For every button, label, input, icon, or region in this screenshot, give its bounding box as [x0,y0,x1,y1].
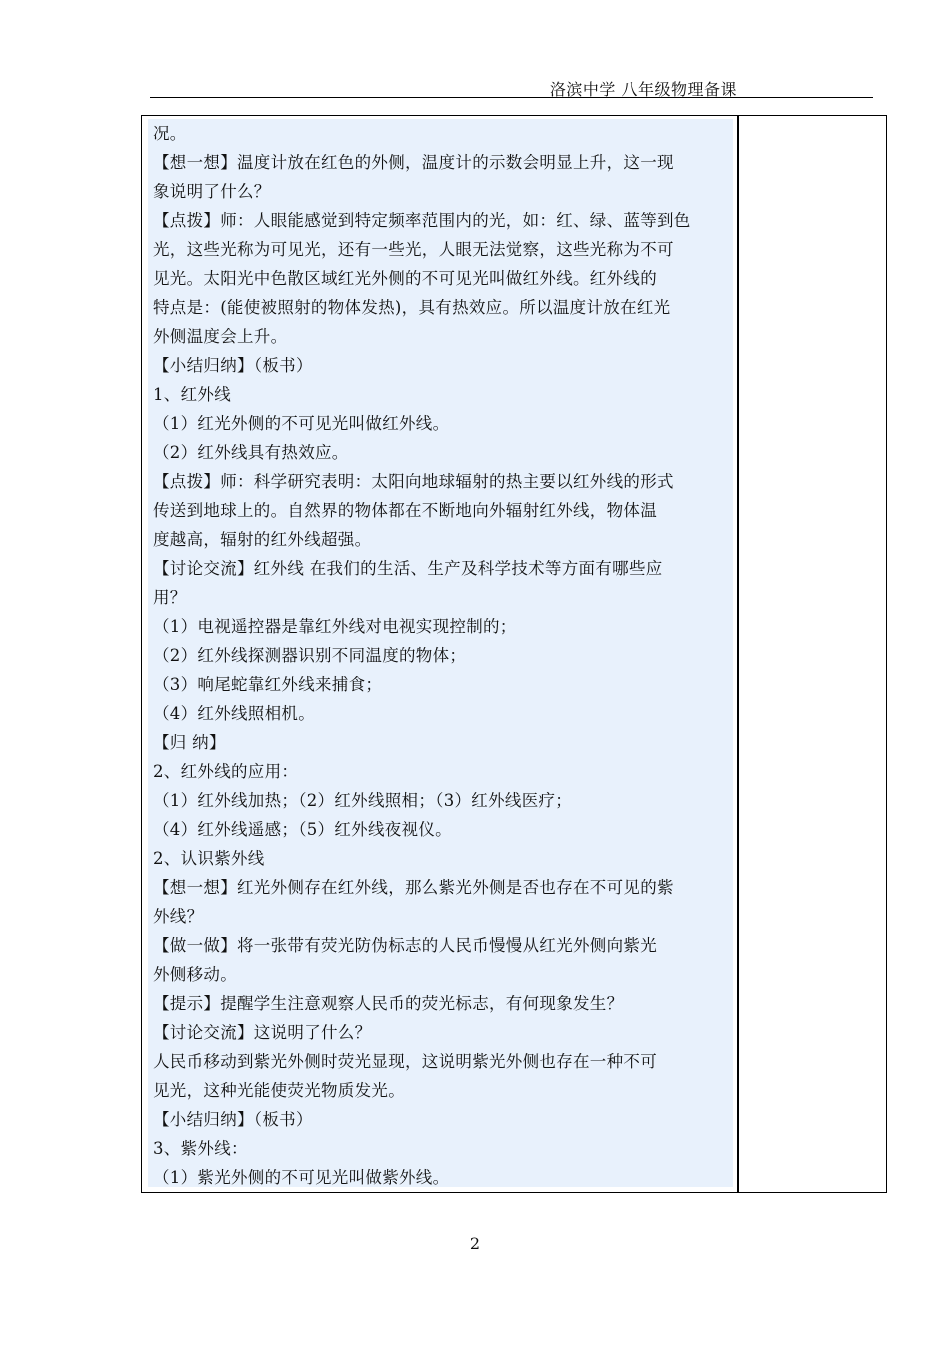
content-line: 度越高，辐射的红外线超强。 [153,530,372,549]
content-line: 人民币移动到紫光外侧时荧光显现，这说明紫光外侧也存在一种不可 [153,1052,657,1071]
content-line: 【想一想】温度计放在红色的外侧，温度计的示数会明显上升，这一现 [153,153,674,172]
content-line: 见光。太阳光中色散区域红光外侧的不可见光叫做红外线。红外线的 [153,269,657,288]
content-line: 外侧移动。 [153,965,237,984]
content-line: （2）红外线具有热效应。 [153,443,349,462]
content-line: 【点拨】师：科学研究表明：太阳向地球辐射的热主要以红外线的形式 [153,472,674,491]
content-line: 3、紫外线： [153,1139,248,1158]
content-line: 况。 [153,124,187,143]
content-line: 1、红外线 [153,385,231,404]
content-line: 见光，这种光能使荧光物质发光。 [153,1081,405,1100]
lesson-content [148,119,733,1187]
content-line: 2、认识紫外线 [153,849,265,868]
content-line: 【点拨】师：人眼能感觉到特定频率范围内的光，如：红、绿、蓝等到色 [153,211,691,230]
lesson-content-cell [142,116,738,1192]
lesson-table [141,115,887,1193]
page-number: 2 [469,1234,481,1253]
content-line: 【小结归纳】（板书） [153,1110,313,1129]
content-line: 用？ [153,588,187,607]
content-line: （1）红光外侧的不可见光叫做红外线。 [153,414,450,433]
page-header-title: 洛滨中学 八年级物理备课 [549,80,737,99]
header-divider [150,97,873,98]
content-line: 【归 纳】 [153,733,226,752]
content-line: 2、红外线的应用： [153,762,299,781]
content-line: （3）响尾蛇靠红外线来捕食； [153,675,383,694]
content-line: （1）红外线加热；（2）红外线照相；（3）红外线医疗； [153,791,573,810]
content-line: 特点是：(能使被照射的物体发热)，具有热效应。所以温度计放在红光 [153,298,671,317]
content-line: 象说明了什么？ [153,182,271,201]
content-line: （4）红外线照相机。 [153,704,315,723]
content-line: 【想一想】红光外侧存在红外线，那么紫光外侧是否也存在不可见的紫 [153,878,674,897]
notes-cell [738,116,886,1192]
content-line: 【提示】提醒学生注意观察人民币的荧光标志，有何现象发生？ [153,994,624,1013]
content-line: 外线？ [153,907,204,926]
content-line: 光，这些光称为可见光，还有一些光，人眼无法觉察，这些光称为不可 [153,240,674,259]
content-line: 外侧温度会上升。 [153,327,288,346]
content-line: （2）红外线探测器识别不同温度的物体； [153,646,467,665]
content-line: （1）电视遥控器是靠红外线对电视实现控制的； [153,617,517,636]
content-line: 【做一做】将一张带有荧光防伪标志的人民币慢慢从红光外侧向紫光 [153,936,657,955]
content-line: 【讨论交流】红外线 在我们的生活、生产及科学技术等方面有哪些应 [153,559,663,578]
content-line: 【讨论交流】这说明了什么？ [153,1023,372,1042]
content-line: 【小结归纳】（板书） [153,356,313,375]
content-line: （1）紫光外侧的不可见光叫做紫外线。 [153,1168,450,1187]
content-line: 传送到地球上的。自然界的物体都在不断地向外辐射红外线，物体温 [153,501,657,520]
content-line: （4）红外线遥感；（5）红外线夜视仪。 [153,820,452,839]
